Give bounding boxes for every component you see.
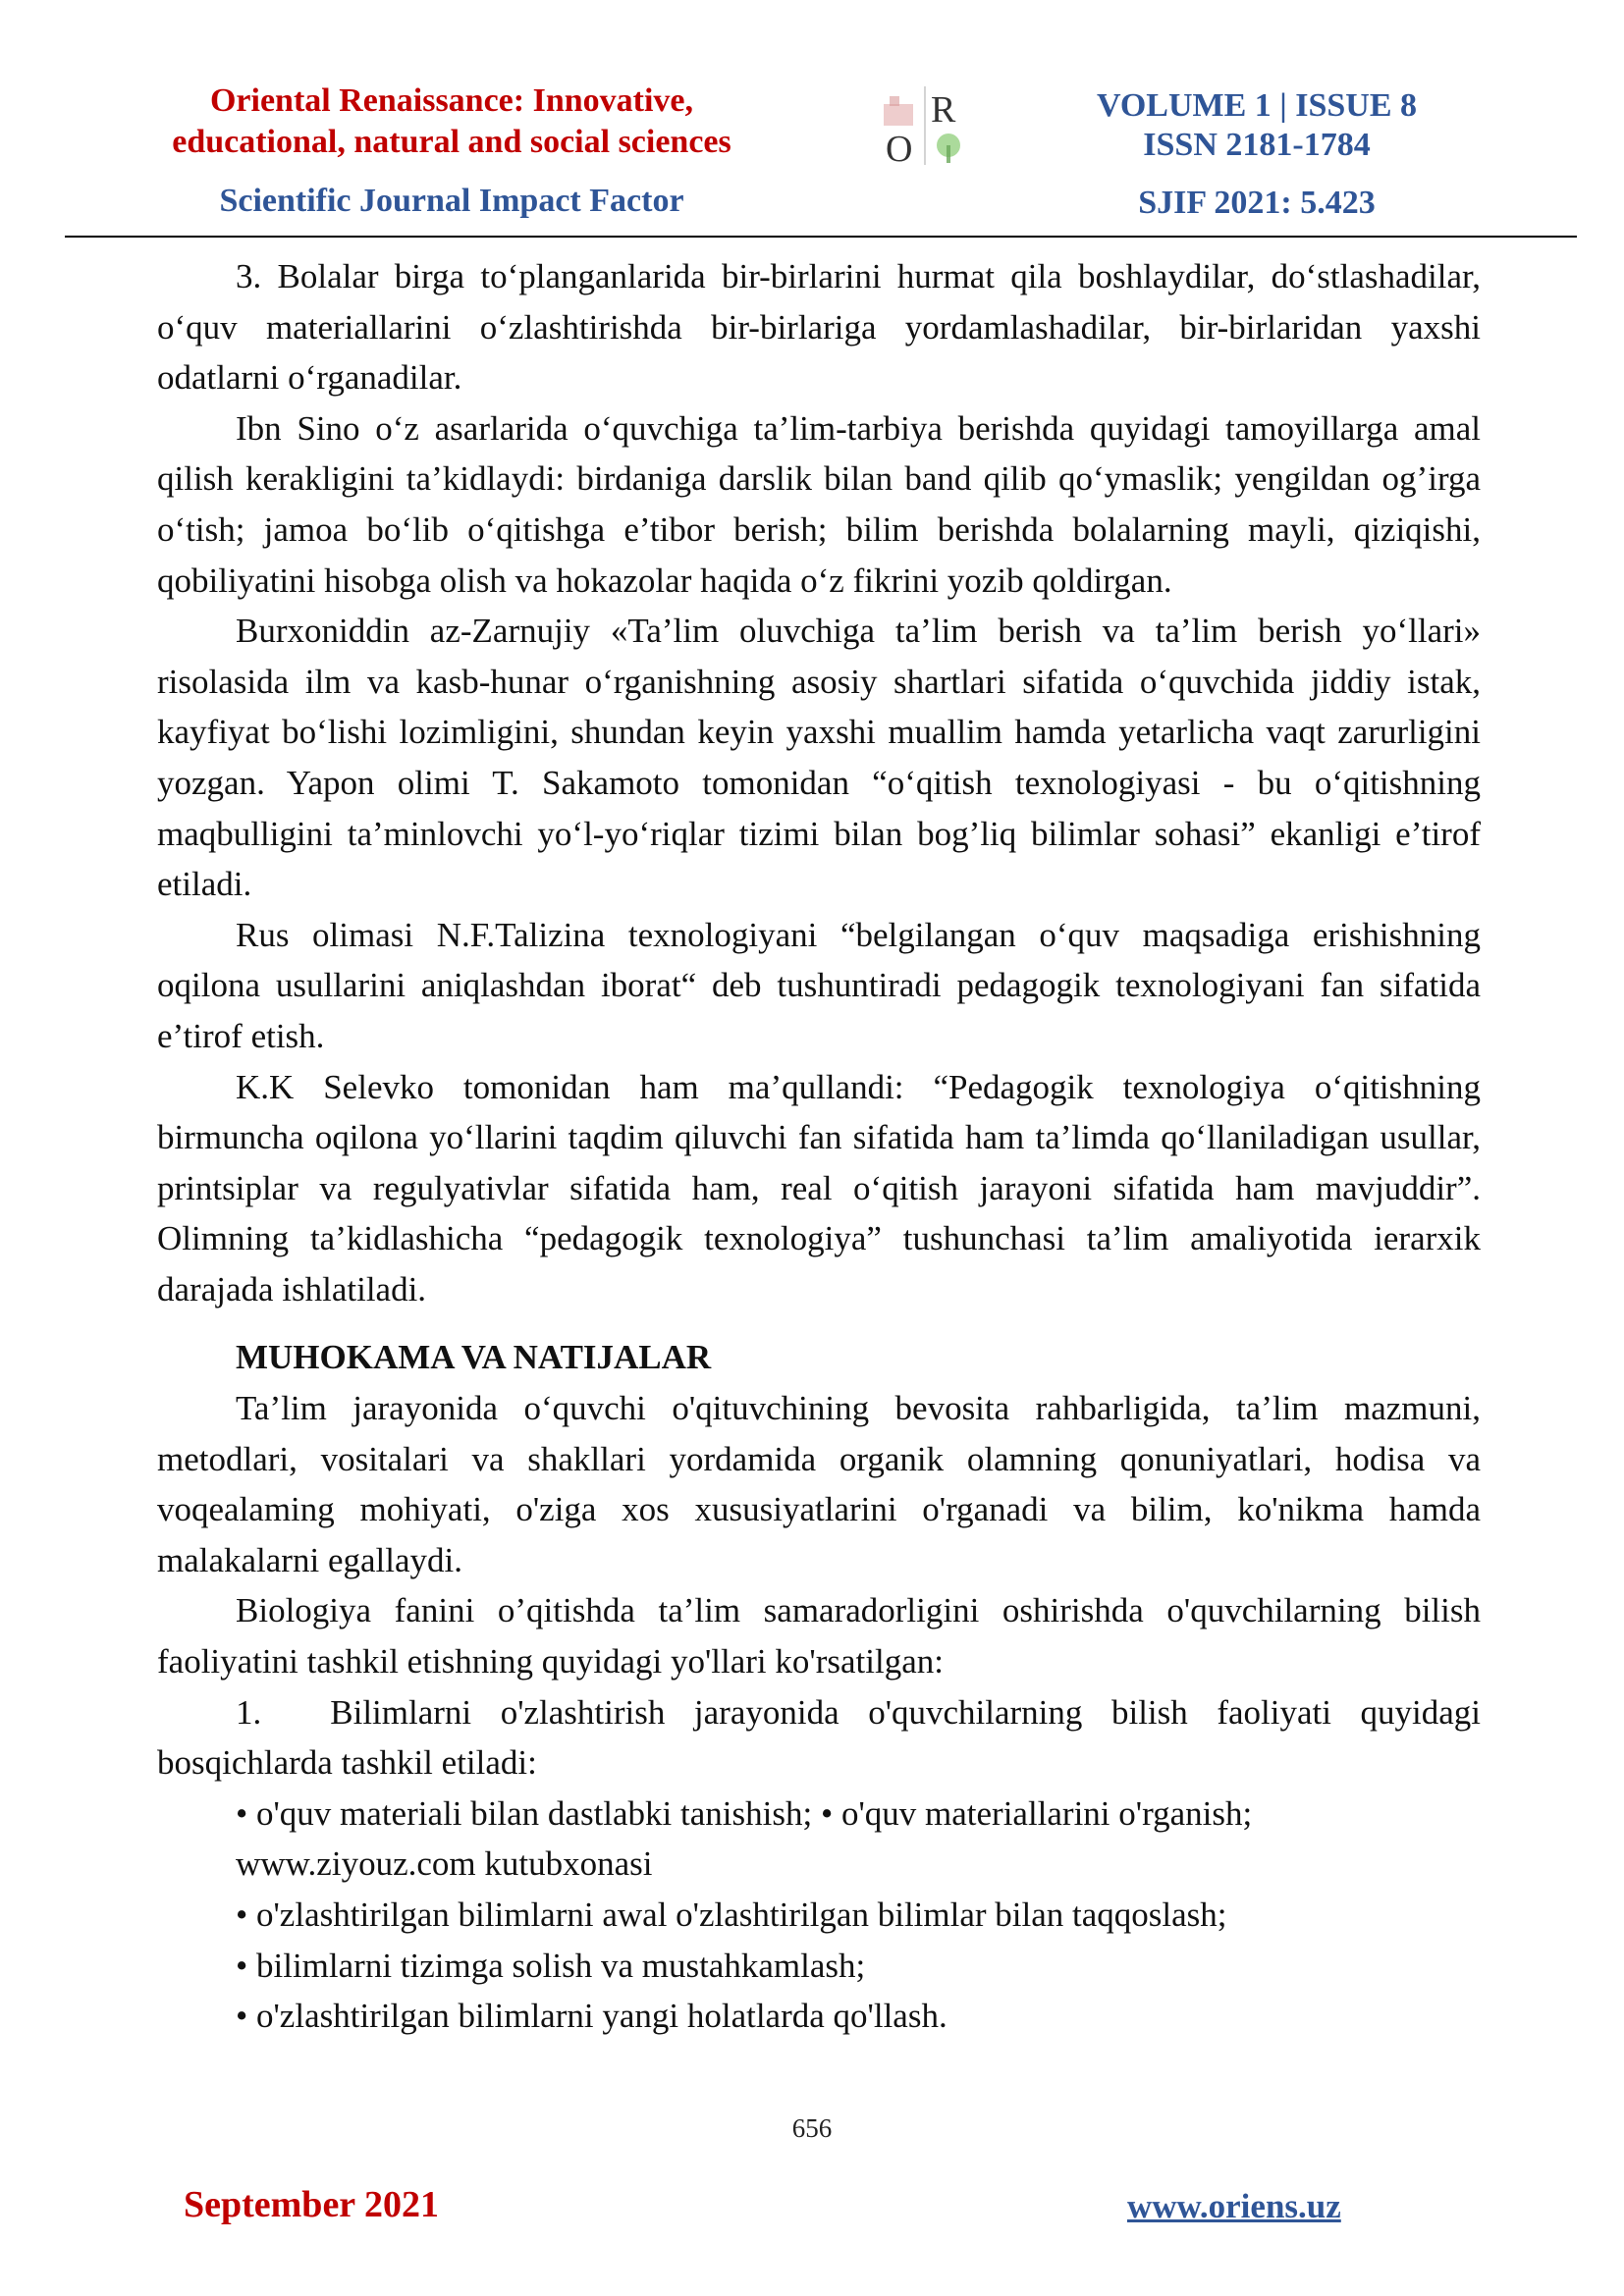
list-item: • o'zlashtirilgan bilimlarni awal o'zlashtirilgan bilimlar bilan taqqoslash; [236,1896,1227,1934]
paragraph: Burxoniddin az-Zarnujiy «Ta’lim oluvchiga ta’lim berish va ta’lim berish yo‘llari» risolasida ilm va kasb-hunar o‘rganishning asosiy shartlari sifatida o‘quvchida jiddiy istak, kayfiyat bo‘lishi lozimligini, shundan keyin yaxshi muallim hamda yetarlicha vaqt zarurligini yozgan. Yapon olimi T. Sakamoto tomonidan “o‘qitish texnologiyasi - bu o‘qitishning maqbulligini ta’minlovchi yo‘l-yo‘riqlar tizimi bilan bog’liq bilimlar sohasi” ekanligi e’tirof etiladi. [157,612,1481,904]
paragraph: Rus olimasi N.F.Talizina texnologiyani “belgilangan o‘quv maqsadiga erishishning oqilona usullarini aniqlashdan iborat“ deb tushuntiradi pedagogik texnologiyani fan sifatida e’tirof etish. [157,915,1481,1055]
issue-info [1080,86,1434,222]
list-item: • bilimlarni tizimga solish va mustahkamlash; [236,1946,866,1985]
header-divider [65,236,1577,238]
paragraph: Ibn Sino o‘z asarlarida o‘quvchiga ta’lim-tarbiya berishda quyidagi tamoyillarga amal qilish kerakligini ta’kidlaydi: birdaniga darslik bilan band qilib qo‘ymaslik; yengildan og’irga o‘tish; jamoa bo‘lib o‘qitishga e’tibor berish; bilim berishda bolalarning mayli, qiziqishi, qobiliyatini hisobga olish va hokazolar haqida o‘z fikrini yozib qoldirgan. [157,408,1481,600]
list-item: www.ziyouz.com kutubxonasi [236,1844,653,1884]
paragraph: 1. Bilimlarni o'zlashtirish jarayonida o'quvchilarning bilish faoliyati quyidagi bosqichlarda tashkil etiladi: [157,1692,1481,1783]
logo-letter-o: O [886,129,913,165]
impact-factor-label: Scientific Journal Impact Factor [219,183,684,219]
paragraph: Biologiya fanini o’qitishda ta’lim samaradorligini oshirishda o'quvchilarning bilish faoliyatini tashkil etishning quyidagi yo'llari ko'rsatilgan: [157,1591,1481,1682]
paragraph: K.K Selevko tomonidan ham ma’qullandi: “Pedagogik texnologiya o‘qitishning birmuncha oqilona yo‘llarini taqdim qiluvchi fan sifatida ham ta’limda qo‘llaniladigan usullar, printsiplar va regulyativlar sifatida ham, real o‘qitish jarayoni sifatida ham mavjuddir”. Olimning ta’kidlashicha “pedagogik texnologiya” tushunchasi ta’lim amaliyotida ierarxik darajada ishlatiladi. [157,1067,1481,1308]
logo-letter-r: R [931,89,956,131]
footer-date: September 2021 [184,2184,439,2225]
journal-title-line1: Oriental Renaissance: Innovative, [209,82,694,119]
page-number: 656 [791,2113,833,2143]
paragraph: Ta’lim jarayonida o‘quvchi o'qituvchining bevosita rahbarligida, ta’lim mazmuni, metodlari, vositalari va shakllari yordamida organik olamning qonuniyatlari, hodisa va voqealaming mohiyati, o'ziga xos xususiyatlarini o'rganadi va bilim, ko'nikma hamda malakalarni egallaydi. [157,1389,1481,1579]
journal-title [137,80,766,163]
journal-header [137,80,766,220]
article-body [157,251,1481,2042]
footer-website-link[interactable]: www.oriens.uz [1127,2187,1341,2225]
bullet-list [157,1789,1481,2042]
section-heading: MUHOKAMA VA NATIJALAR [236,1338,712,1377]
list-item: • o'zlashtirilgan bilimlarni yangi holatlarda qo'llash. [236,1997,947,2036]
issn: ISSN 2181-1784 [1143,127,1371,163]
journal-title-line2: educational, natural and social sciences [172,124,731,160]
list-item: • o'quv materiali bilan dastlabki tanishish; • o'quv materiallarini o'rganish; [236,1793,1253,1833]
oriens-logo [876,86,974,165]
volume-issue: VOLUME 1 | ISSUE 8 [1096,87,1418,124]
sjif: SJIF 2021: 5.423 [1138,185,1376,221]
paragraph: 3. Bolalar birga to‘planganlarida bir-birlarini hurmat qila boshlaydilar, do‘stlashadilar, o‘quv materiallarini o‘zlashtirishda bir-birlariga yordamlashadilar, bir-birlaridan yaxshi odatlarni o‘rganadilar. [157,257,1481,398]
